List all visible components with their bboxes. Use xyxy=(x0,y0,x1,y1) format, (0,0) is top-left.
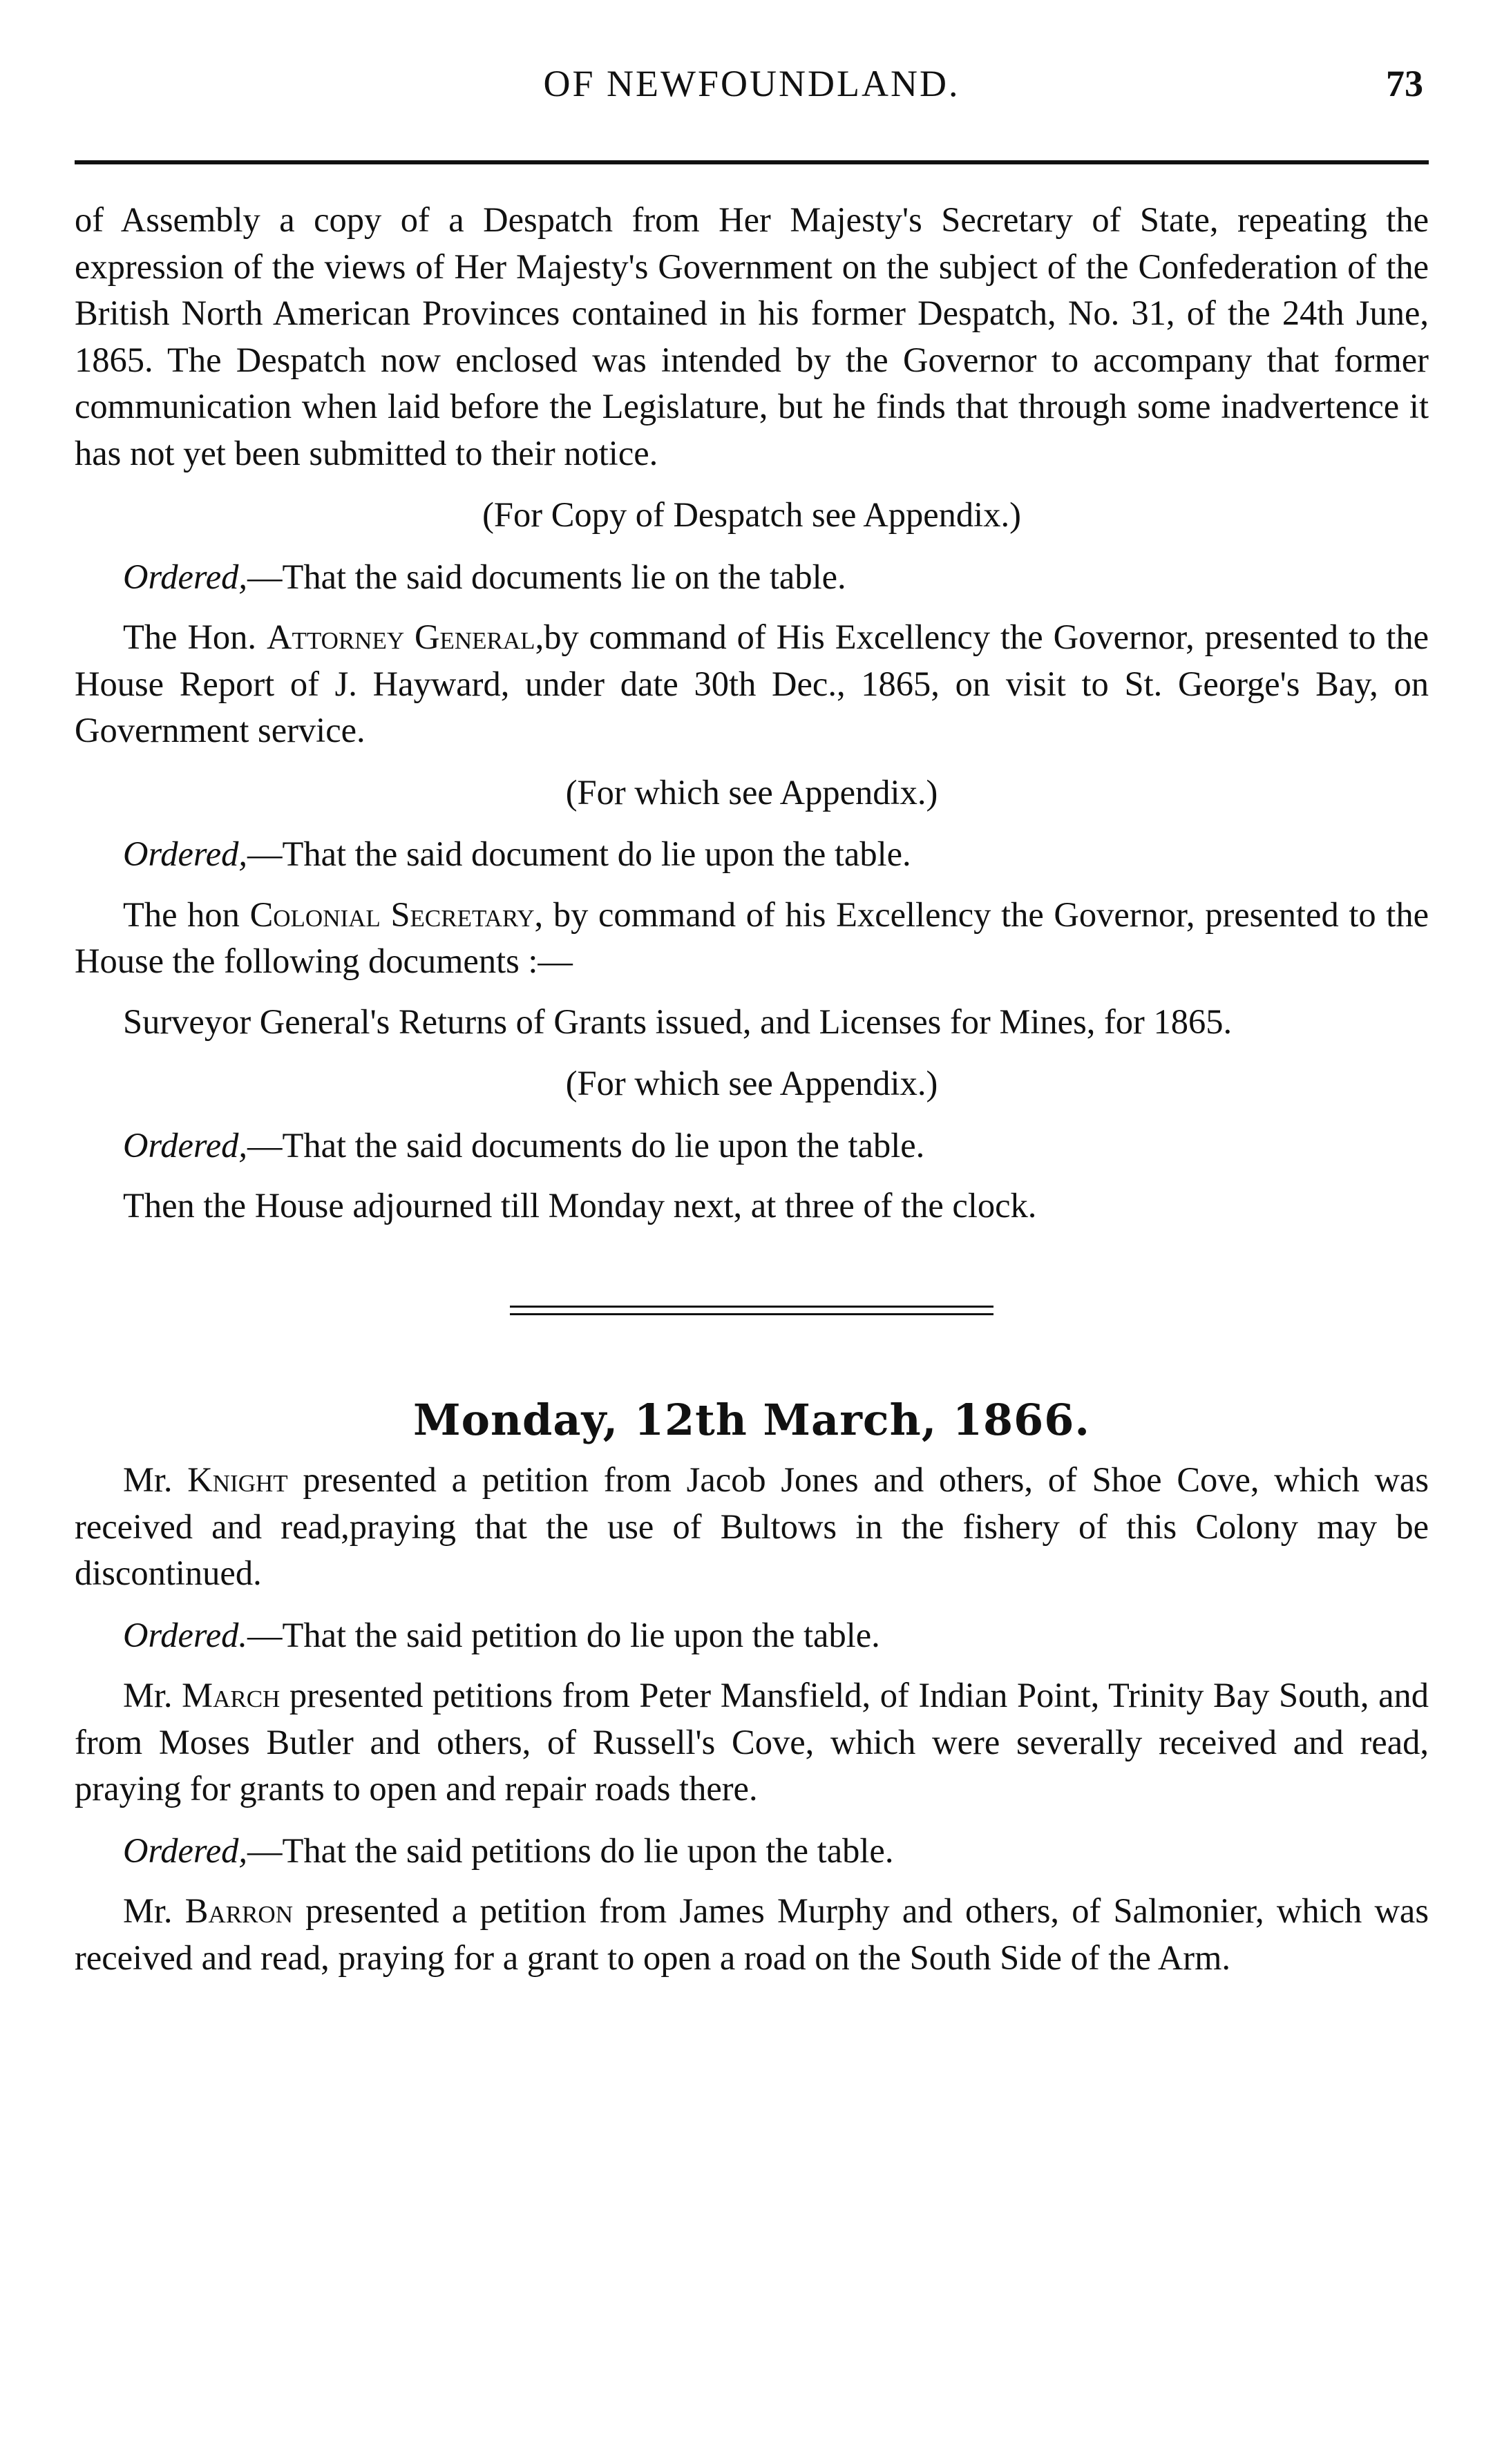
member-name: Barron xyxy=(184,1891,293,1930)
order-document-lie xyxy=(75,831,1429,878)
paragraph-rest: presented a petition from James Murphy and others, of Salmonier, which was received and read, praying for a grant to open a road on the South Side of the Arm. xyxy=(75,1891,1429,1977)
paragraph-rest: presented petitions from Peter Mansfield, of Indian Point, Trinity Bay South, and from Moses Butler and others, of Russell's Cove, which were severally received and read, praying for grants to open and repair roads there. xyxy=(75,1676,1429,1808)
appendix-note-report: (For which see Appendix.) xyxy=(565,772,938,812)
member-title: Attorney General xyxy=(266,618,535,656)
paragraph-lead: Mr. xyxy=(123,1676,182,1715)
ordered-text: —That the said documents lie on the table. xyxy=(247,557,846,596)
paragraph-despatch: of Assembly a copy of a Despatch from Her Majesty's Secretary of State, repeating the expression of the views of Her Majesty's Government on the subject of the Confederation of the British North American Provinces contained in his former Despatch, No. 31, of the 24th June, 1865. The Despatch now enclosed was intended by the Governor to accompany that former communication when laid before the Legislature, but he finds that through some inadvertence it has not yet been submitted to their notice. xyxy=(75,200,1429,472)
ordered-label: Ordered, xyxy=(123,1831,247,1870)
ordered-label: Ordered, xyxy=(123,834,247,873)
member-name: March xyxy=(182,1676,280,1715)
order-petitions-lie xyxy=(75,1828,1429,1875)
paragraph-surveyor-returns: Surveyor General's Returns of Grants issued, and Licenses for Mines, for 1865. xyxy=(123,1002,1233,1041)
ordered-text: —That the said petitions do lie upon the table. xyxy=(247,1831,894,1870)
paragraph-barron-petition xyxy=(75,1888,1429,1981)
paragraph-lead: The Hon. xyxy=(123,618,267,656)
paragraph-lead: Mr. xyxy=(123,1891,185,1930)
order-petition-lie xyxy=(75,1612,1429,1659)
page-body xyxy=(75,197,1429,1981)
paragraph-rest: ,by command of His Excellency the Governor, presented to the House Report of J. Hayward, under date 30th Dec., 1865, on visit to St. George's Bay, on Government service. xyxy=(75,618,1429,749)
header-rule xyxy=(75,160,1429,164)
page-header xyxy=(75,41,1429,117)
ordered-text: —That the said documents do lie upon the table. xyxy=(247,1125,925,1165)
paragraph-lead: Mr. xyxy=(123,1460,188,1499)
page-number: 73 xyxy=(1386,63,1423,104)
paragraph-colonial-secretary xyxy=(75,892,1429,985)
paragraph-knight-petition xyxy=(75,1457,1429,1597)
paragraph-rest: presented a petition from Jacob Jones and others, of Shoe Cove, which was received and read,praying that the use of Bultows in the fishery of this Colony may be discontinued. xyxy=(75,1460,1429,1592)
day-heading: Monday, 12th March, 1866. xyxy=(412,1394,1091,1445)
order-documents-lie xyxy=(75,554,1429,601)
section-divider xyxy=(510,1306,993,1315)
order-documents-do-lie xyxy=(75,1123,1429,1169)
appendix-note-despatch: (For Copy of Despatch see Appendix.) xyxy=(482,495,1021,534)
ordered-label: Ordered, xyxy=(123,1125,247,1165)
ordered-label: Ordered. xyxy=(123,1615,247,1654)
paragraph-rest: , by command of his Excellency the Governor, presented to the House the following documents :— xyxy=(75,895,1429,980)
appendix-note-returns: (For which see Appendix.) xyxy=(565,1064,938,1102)
paragraph-attorney-general xyxy=(75,614,1429,754)
paragraph-adjournment: Then the House adjourned till Monday next, at three of the clock. xyxy=(123,1186,1037,1225)
paragraph-march-petitions xyxy=(75,1672,1429,1813)
ordered-text: —That the said petition do lie upon the table. xyxy=(247,1615,880,1654)
member-name: Knight xyxy=(187,1460,288,1499)
ordered-text: —That the said document do lie upon the table. xyxy=(247,834,911,873)
ordered-label: Ordered, xyxy=(123,557,247,596)
member-title: Colonial Secretary xyxy=(249,895,535,934)
journal-page xyxy=(75,41,1429,1977)
running-title: OF NEWFOUNDLAND. xyxy=(543,63,960,104)
paragraph-lead: The hon xyxy=(123,895,250,934)
